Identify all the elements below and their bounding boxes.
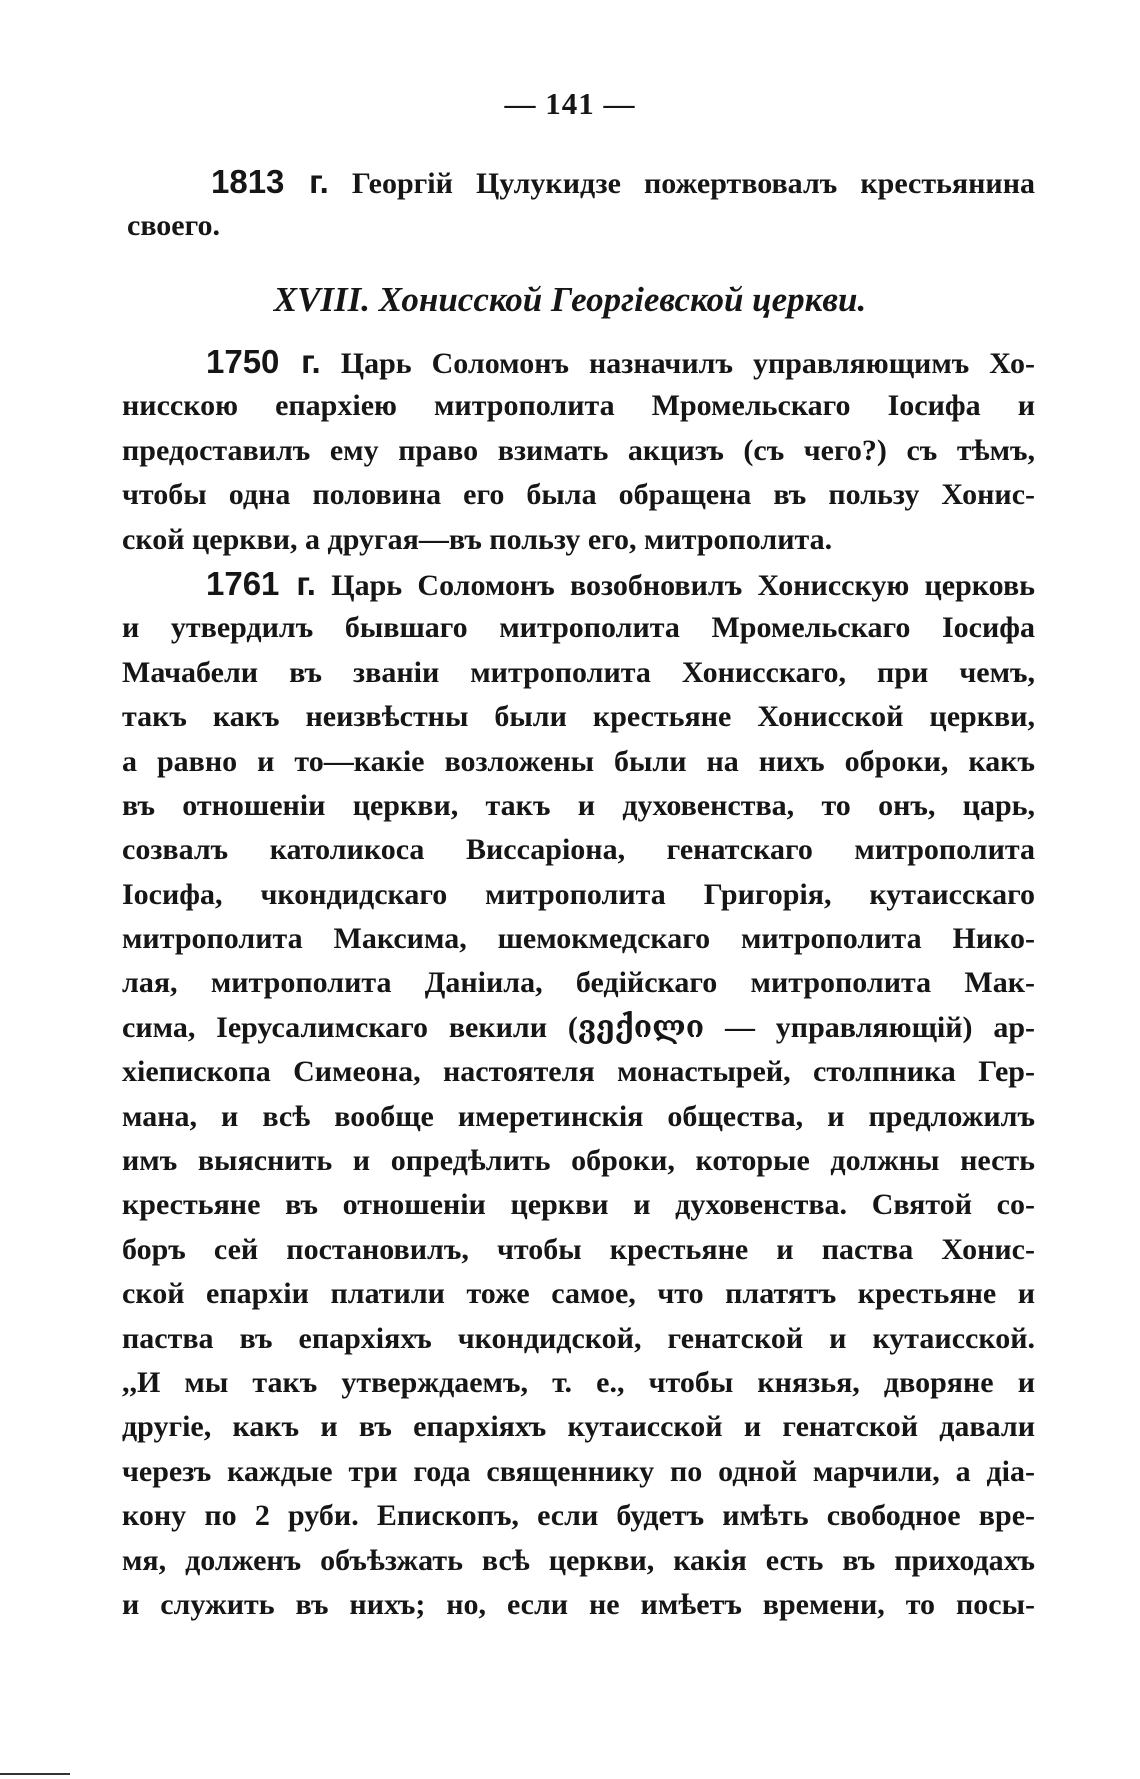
entry-1761-line-24: и служить въ нихъ; но, если не имѣетъ времени, то посы- <box>122 1587 1035 1621</box>
entry-1750-line-3: предоставилъ ему право взимать акцизъ (съ чего?) съ тѣмъ, <box>122 433 1035 467</box>
entry-1761-line-8: Іосифа, чкондидскаго митрополита Григорія, кутаисскаго <box>122 877 1035 911</box>
entry-1750-text-1: Царь Соломонъ назначилъ управляющимъ Хо- <box>340 347 1035 380</box>
page-number: — 141 — <box>504 86 636 121</box>
entry-1761-line-3: Мачабели въ званіи митрополита Хонисскаго, при чемъ, <box>122 655 1035 689</box>
entry-1761-line-16: боръ сей постановилъ, чтобы крестьяне и паства Хонис- <box>122 1232 1035 1266</box>
entry-1813-line-1 <box>127 160 1035 204</box>
entry-1813 <box>127 160 1035 249</box>
year-1813: 1813 г. <box>211 163 329 200</box>
entry-1761-line-1 <box>122 562 1035 606</box>
entry-1761-line-17: ской епархіи платили тоже самое, что платятъ крестьяне и <box>122 1277 1035 1311</box>
entry-1761-line-10: лая, митрополита Даніила, бедійскаго митрополита Мак- <box>122 966 1035 1000</box>
entry-1761-line-14: имъ выяснить и опредѣлить оброки, которые должны несть <box>122 1144 1035 1178</box>
entry-1761-line-4: такъ какъ неизвѣстны были крестьяне Хонисской церкви, <box>122 700 1035 734</box>
entry-1750-line-2: нисскою епархіею митрополита Мромельскаго Іосифа и <box>122 389 1035 423</box>
entry-1761-line-19: ,,И мы такъ утверждаемъ, т. е., чтобы князья, дворяне и <box>122 1365 1035 1399</box>
entry-1761-line-13: мана, и всѣ вообще имеретинскія общества, и предложилъ <box>122 1099 1035 1133</box>
scan-edge-mark <box>0 1773 70 1775</box>
entry-1813-text-1: Георгій Цулукидзе пожертвовалъ крестьянина <box>351 167 1036 200</box>
entry-1761-line-20: другіе, какъ и въ епархіяхъ кутаисской и генатской давали <box>122 1410 1035 1444</box>
entry-1761-line-11: сима, Іерусалимскаго векили (ვექილი — управляющій) ар- <box>122 1010 1035 1044</box>
entry-1761-line-22: кону по 2 руби. Епископъ, если будетъ имѣть свободное вре- <box>122 1499 1035 1533</box>
entry-1761-line-15: крестьяне въ отношеніи церкви и духовенства. Святой со- <box>122 1188 1035 1222</box>
entry-1750-line-1 <box>122 340 1035 384</box>
entry-1761-line-5: а равно и то—какіе возложены были на нихъ оброки, какъ <box>122 744 1035 778</box>
year-1750: 1750 г. <box>206 343 321 380</box>
entry-1813-line-2: своего. <box>127 209 221 243</box>
entry-1761-line-9: митрополита Максима, шемокмедскаго митрополита Нико- <box>122 922 1035 956</box>
entry-1761-line-12: хіепископа Симеона, настоятеля монастырей, столпника Гер- <box>122 1055 1035 1089</box>
entry-1761-line-21: черезъ каждые три года священнику по одной марчили, а діа- <box>122 1454 1035 1488</box>
year-1761: 1761 г. <box>206 564 316 602</box>
entry-1761-line-2: и утвердилъ бывшаго митрополита Мромельскаго Іосифа <box>122 611 1035 645</box>
entry-1761-line-6: въ отношеніи церкви, такъ и духовенства, то онъ, царь, <box>122 788 1035 822</box>
entry-1761-line-7: созвалъ католикоса Виссаріона, генатскаго митрополита <box>122 833 1035 867</box>
entry-1761-line-23: мя, долженъ объѣзжать всѣ церкви, какія есть въ приходахъ <box>122 1543 1035 1577</box>
entry-1750-line-4: чтобы одна половина его была обращена въ пользу Хонис- <box>122 478 1035 512</box>
body-text <box>122 340 1035 1627</box>
entry-1750-line-5: ской церкви, а другая—въ пользу его, митрополита. <box>122 522 833 556</box>
section-heading: XVIII. Хонисской Георгіевской церкви. <box>273 280 867 319</box>
entry-1761-text-1: Царь Соломонъ возобновилъ Хонисскую церковь <box>331 568 1036 602</box>
entry-1761-line-18: паства въ епархіяхъ чкондидской, генатской и кутаисской. <box>122 1321 1035 1355</box>
